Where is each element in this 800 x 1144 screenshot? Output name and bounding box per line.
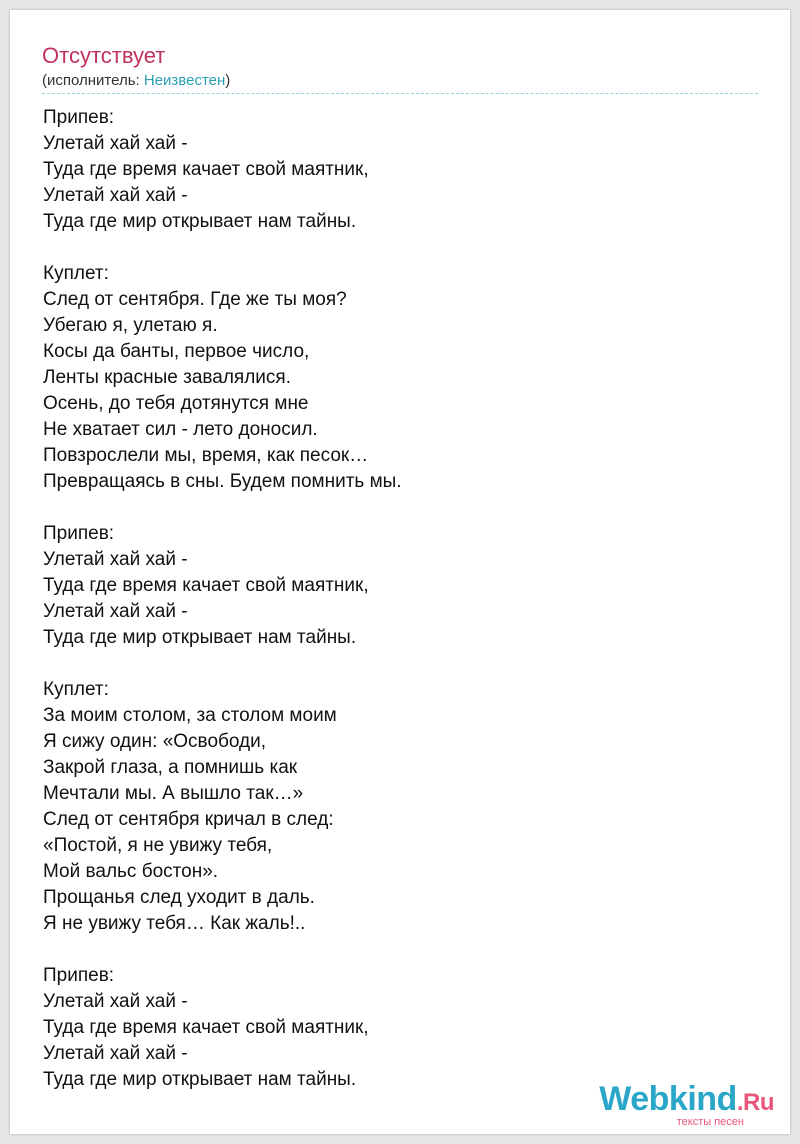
- lyric-line: За моим столом, за столом моим: [43, 705, 337, 726]
- lyric-line: Улетай хай хай -: [43, 991, 188, 1012]
- lyric-line: Я сижу один: «Освободи,: [43, 731, 267, 752]
- lyric-line: Косы да банты, первое число,: [43, 341, 310, 362]
- watermark-brand: Webkind: [599, 1080, 737, 1118]
- lyric-line: Туда где время качает свой маятник,: [43, 159, 369, 180]
- lyric-line: Припев:: [43, 523, 115, 544]
- watermark-tagline: тексты песен: [676, 1116, 744, 1128]
- title-divider: [42, 93, 758, 94]
- lyric-line: Куплет:: [43, 679, 109, 700]
- stanza-gap: [43, 495, 402, 521]
- lyric-line: Улетай хай хай -: [43, 1043, 188, 1064]
- lyric-line: Улетай хай хай -: [43, 601, 188, 622]
- stanza-gap: [43, 937, 402, 963]
- lyric-line: Не хватает сил - лето доносил.: [43, 419, 318, 440]
- lyric-line: Туда где время качает свой маятник,: [43, 575, 369, 596]
- lyric-line: Улетай хай хай -: [43, 185, 188, 206]
- stanza-gap: [43, 235, 402, 261]
- lyric-line: Туда где мир открывает нам тайны.: [43, 1069, 357, 1090]
- lyric-line: «Постой, я не увижу тебя,: [43, 835, 273, 856]
- artist-link[interactable]: Неизвестен: [143, 72, 226, 89]
- lyric-line: След от сентября. Где же ты моя?: [43, 289, 347, 310]
- lyric-line: Туда где мир открывает нам тайны.: [43, 211, 357, 232]
- song-title: Отсутствует: [42, 43, 166, 68]
- lyric-line: Ленты красные завалялися.: [43, 367, 291, 388]
- stanza-gap: [43, 651, 402, 677]
- lyric-line: Мечтали мы. А вышло так…»: [43, 783, 304, 804]
- lyric-line: Туда где время качает свой маятник,: [43, 1017, 369, 1038]
- lyric-line: Закрой глаза, а помнишь как: [43, 757, 298, 778]
- lyric-line: След от сентября кричал в след:: [43, 809, 334, 830]
- artist-suffix: ): [225, 72, 231, 89]
- watermark-tld: .Ru: [736, 1089, 774, 1116]
- lyric-line: Убегаю я, улетаю я.: [43, 315, 218, 336]
- artist-prefix: (исполнитель:: [42, 72, 144, 89]
- lyric-line: Мой вальс бостон».: [43, 861, 219, 882]
- lyric-line: Туда где мир открывает нам тайны.: [43, 627, 357, 648]
- lyric-line: Куплет:: [43, 263, 109, 284]
- lyric-line: Припев:: [43, 107, 115, 128]
- lyric-line: Превращаясь в сны. Будем помнить мы.: [43, 471, 402, 492]
- lyrics-sheet: [10, 10, 790, 1134]
- watermark-logo: [599, 1081, 774, 1121]
- lyric-line: Улетай хай хай -: [43, 549, 188, 570]
- artist-line: [42, 72, 230, 90]
- lyric-line: Припев:: [43, 965, 115, 986]
- lyric-line: Улетай хай хай -: [43, 133, 188, 154]
- webkind-watermark: [599, 1081, 774, 1128]
- lyric-line: Я не увижу тебя… Как жаль!..: [43, 913, 306, 934]
- lyrics-body: [43, 105, 402, 1093]
- lyric-line: Прощанья след уходит в даль.: [43, 887, 315, 908]
- lyric-line: Повзрослели мы, время, как песок…: [43, 445, 369, 466]
- lyric-line: Осень, до тебя дотянутся мне: [43, 393, 309, 414]
